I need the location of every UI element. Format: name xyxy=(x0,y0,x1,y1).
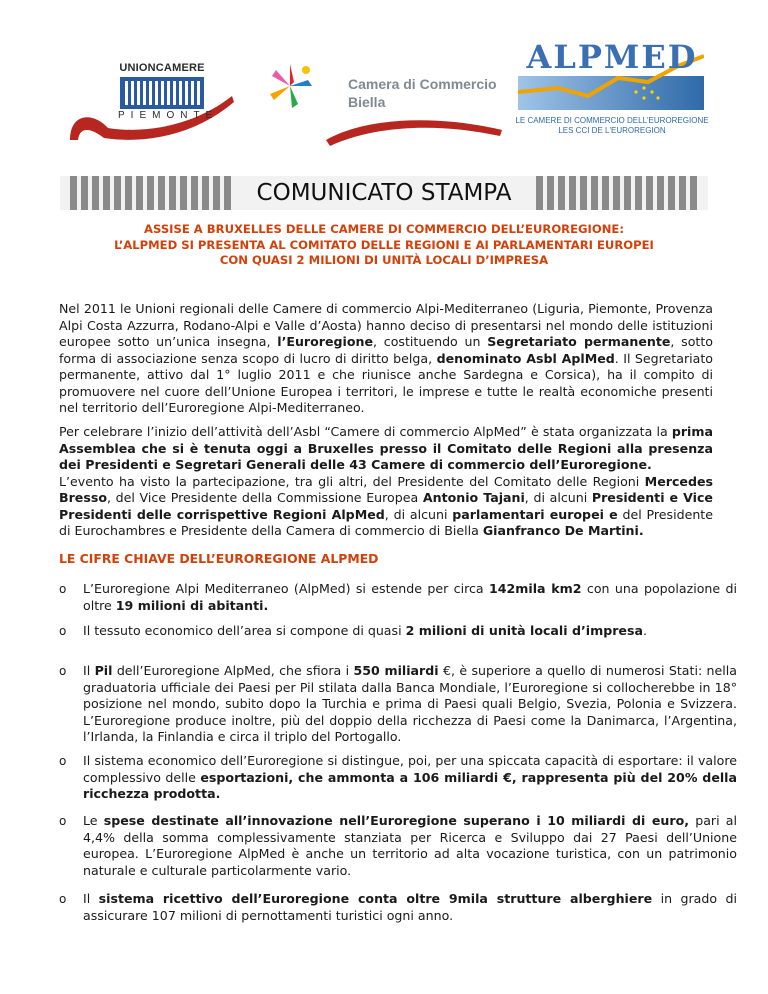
text-run: , del Vice Presidente della Commissione Europea xyxy=(107,490,423,505)
camera-logo-line2: Biella xyxy=(348,94,386,110)
text-run: Nel 2011 le Unioni regionali delle Camere di commercio Alpi-Mediterraneo (Liguria, Piemonte, Provenza Alpi Costa Azzurra, Rodano-Alpi e Valle d’Aosta) hanno deciso di presentarsi nel mondo delle istituzioni europee sotto un’unica insegna, xyxy=(59,301,713,349)
paragraph-intro xyxy=(59,301,713,417)
bold-text: Antonio Tajani xyxy=(422,490,525,505)
bullet-icon: o xyxy=(59,754,67,768)
bold-text: parlamentari europei e xyxy=(452,506,618,522)
text-run: con una popolazione di oltre xyxy=(83,581,737,613)
camera-logo-line1: Camera di Commercio xyxy=(348,76,497,92)
bold-text: 19 milioni di abitanti. xyxy=(115,597,269,613)
bullet-icon: o xyxy=(59,664,67,678)
text-run: Il tessuto economico dell’area si compone di quasi xyxy=(83,623,406,638)
list-item-text xyxy=(83,581,737,614)
alpmed-tagline-fr: LES CCI DE L'EUROREGION xyxy=(558,126,666,135)
list-item-text xyxy=(83,753,737,803)
paragraph-text xyxy=(59,301,713,417)
text-run: . Il Segretariato permanente, attivo dal 1° luglio 2011 e che riunisce anche Sardegna e Corsica), ha il compito di promuovere nel cuore dell’Unione Europea i territori, le imprese e tutte le realtà economiche presenti nel territorio dell’Euroregione Alpi-Mediterraneo. xyxy=(59,350,713,415)
banner-stripes-left xyxy=(70,176,232,210)
alpmed-tagline-it: LE CAMERE DI COMMERCIO DELL'EUROREGIONE xyxy=(515,116,709,125)
bullet-icon: o xyxy=(59,892,67,906)
bold-text: 2 milioni di unità locali d’impresa xyxy=(405,623,643,638)
bold-text: 142mila km2 xyxy=(489,581,582,596)
camera-arc-icon xyxy=(324,100,504,146)
section-title: LE CIFRE CHIAVE DELL’EUROREGIONE ALPMED xyxy=(59,551,379,566)
bold-text: prima Assemblea che si è tenuta oggi a Bruxelles presso il Comitato delle Regioni alla presenza dei Presidenti e Segretari Generali delle 43 Camere di commercio dell’Euroregione. xyxy=(59,424,713,472)
comunicato-banner xyxy=(60,176,708,210)
page-title: COMUNICATO STAMPA xyxy=(256,180,512,206)
unioncamere-subtitle: PIEMONTE xyxy=(118,110,219,121)
bold-text: l’Euroregione xyxy=(277,334,374,349)
text-run: dell’Euroregione AlpMed, che sfiora i xyxy=(112,663,354,678)
bold-text: Pil xyxy=(94,663,113,678)
banner-stripes-right xyxy=(536,176,698,210)
bold-text: Mercedes Bresso xyxy=(59,473,713,505)
camera-commercio-biella-logo xyxy=(324,70,504,150)
camera-commercio-star-icon xyxy=(264,60,316,112)
bold-text: Gianfranco De Martini. xyxy=(482,523,644,538)
text-run: , di alcuni xyxy=(524,490,592,505)
bold-text: Presidenti e Vice Presidenti delle corrispettive Regioni AlpMed xyxy=(59,490,713,522)
paragraph-text xyxy=(59,424,713,540)
list-item xyxy=(59,663,737,746)
list-item xyxy=(59,753,737,803)
paragraph-assembly xyxy=(59,424,713,540)
text-run: €, è superiore a quello di numerosi Stati: nella graduatoria ufficiale dei Paesi per Pil stilata dalla Banca Mondiale, l’Euroregione si collocherebbe in 18° posizione nel mondo, subito dopo la Turchia e prima di Paesi quali Belgio, Svezia, Polonia e Svizzera. L’Euroregione produce inoltre, più del doppio della ricchezza di Paesi come la Danimarca, l’Argentina, l’Irlanda, la Finlandia e circa il triplo del Portogallo. xyxy=(83,663,737,744)
bullet-icon: o xyxy=(59,624,67,638)
bold-text: sistema ricettivo dell’Euroregione conta oltre 9mila strutture alberghiere xyxy=(98,891,653,906)
bold-text: Segretariato permanente xyxy=(487,334,671,349)
text-run: pari al 4,4% della somma complessivamente stanziata per Ricerca e Sviluppo dai 27 Paesi dell’Unione europea. L’Euroregione AlpMed è anche un territorio ad alta vocazione turistica, con un patrimonio naturale e culturale particolarmente vario. xyxy=(83,813,737,878)
alpmed-name: ALPMED xyxy=(526,38,698,76)
headline-line: L’ALPMED SI PRESENTA AL COMITATO DELLE REGIONI E AI PARLAMENTARI EUROPEI xyxy=(114,237,654,252)
list-item xyxy=(59,813,737,879)
text-run: in grado di assicurare 107 milioni di pernottamenti turistici ogni anno. xyxy=(83,891,737,923)
unioncamere-title: UNIONCAMERE xyxy=(119,62,205,74)
bold-text: esportazioni, che ammonta a 106 miliardi €, rappresenta più del 20% della ricchezza prodotta. xyxy=(83,769,737,801)
bold-text: denominato Asbl AplMed xyxy=(436,350,615,366)
bold-text: 550 miliardi xyxy=(353,663,439,678)
list-item-text xyxy=(83,663,737,746)
list-item-text xyxy=(83,623,737,640)
text-run: L’evento ha visto la partecipazione, tra gli altri, del Presidente del Comitato delle Regioni xyxy=(59,473,645,489)
headline xyxy=(40,222,728,269)
text-run: Il xyxy=(83,891,99,906)
text-run: L’Euroregione Alpi Mediterraneo (AlpMed) si estende per circa xyxy=(83,581,489,596)
headline-line: ASSISE A BRUXELLES DELLE CAMERE DI COMMERCIO DELL’EUROREGIONE: xyxy=(144,222,624,236)
text-run: Le xyxy=(83,813,104,828)
text-run: Il sistema economico dell’Euroregione si distingue, poi, per una spiccata capacità di esportare: il valore complessivo delle xyxy=(83,753,737,785)
bullet-icon: o xyxy=(59,814,67,828)
text-run: . xyxy=(642,623,647,638)
unioncamere-piemonte-logo xyxy=(64,62,239,142)
bullet-icon: o xyxy=(59,582,67,596)
list-item xyxy=(59,623,737,640)
bold-text: spese destinate all’innovazione nell’Euroregione superano i 10 miliardi di euro, xyxy=(103,813,690,828)
text-run: , sotto forma di associazione senza scopo di lucro di diritto belga, xyxy=(59,334,713,366)
header-logos xyxy=(0,0,768,170)
alpmed-logo xyxy=(512,38,712,138)
list-item xyxy=(59,581,737,614)
list-item-text xyxy=(83,813,737,879)
columns-icon xyxy=(120,77,204,109)
list-item-text xyxy=(83,891,737,924)
text-run: , di alcuni xyxy=(384,506,453,522)
text-run: del Presidente di Eurochambres e Presidente della Camera di commercio di Biella xyxy=(59,506,713,538)
list-item xyxy=(59,891,737,924)
text-run: , costituendo un xyxy=(373,334,488,349)
text-run: Per celebrare l’inizio dell’attività dell’Asbl “Camere di commercio AlpMed” è stata organizzata la xyxy=(59,424,672,439)
text-run: Il xyxy=(83,663,95,678)
headline-line: CON QUASI 2 MILIONI DI UNITÀ LOCALI D’IMPRESA xyxy=(219,253,549,267)
